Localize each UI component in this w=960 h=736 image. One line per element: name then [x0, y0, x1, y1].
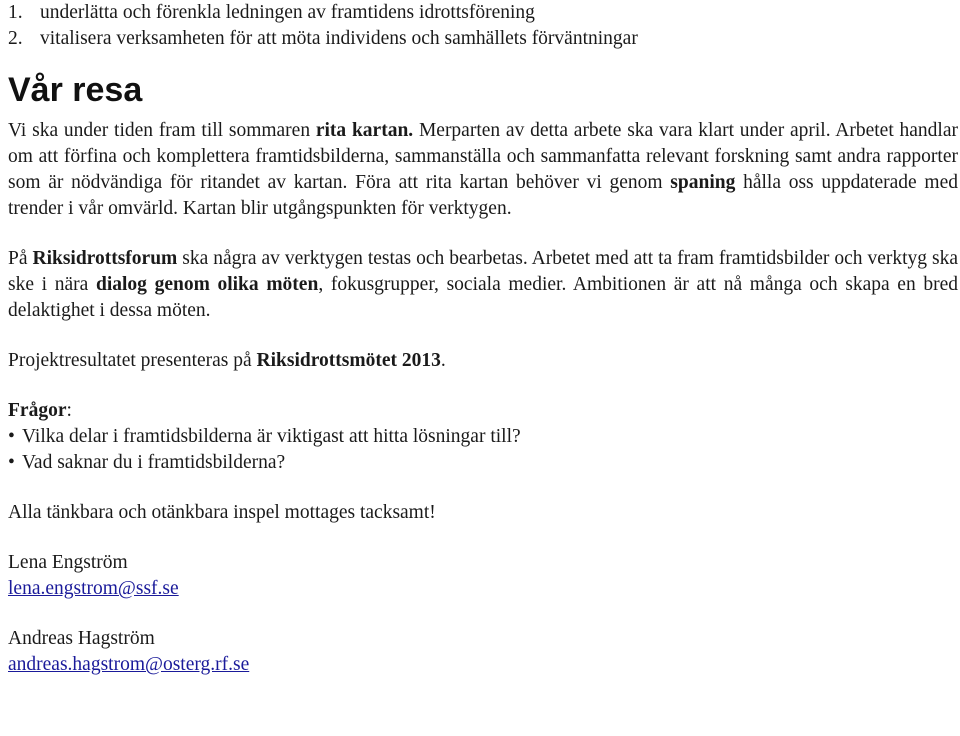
spacer — [8, 222, 958, 246]
list-item — [8, 0, 958, 26]
email-link[interactable]: andreas.hagstrom@osterg.rf.se — [8, 654, 250, 675]
emphasis-text: Riksidrottsforum — [32, 248, 178, 269]
email-link[interactable]: lena.engstrom@ssf.se — [8, 578, 179, 599]
paragraph-text: Merparten av detta arbete ska vara klart under april. Arbetet handlar om att förfina och komplettera framtidsbilderna, sammanställa och sammanfatta relevant forskning samt andra rapporter som är nödvändiga för ritandet av kartan. Föra att rita kartan behöver vi genom — [8, 120, 959, 193]
contact-email — [8, 576, 958, 602]
list-item-text: vitalisera verksamheten för att möta individens och samhällets förväntningar — [40, 28, 638, 49]
closing-text: Alla tänkbara och otänkbara inspel mottages tacksamt! — [8, 502, 436, 523]
goals-list — [8, 0, 958, 52]
spacer — [8, 324, 958, 348]
questions-label — [8, 398, 958, 424]
paragraph-text: ska några av verktygen testas och bearbetas. Arbetet med att ta fram framtidsbilder och verktyg ska ske i nära — [8, 248, 959, 295]
list-item — [8, 26, 958, 52]
emphasis-text: dialog genom olika möten — [95, 274, 319, 295]
paragraph-text: , fokusgrupper, sociala medier. Ambitionen är att nå många och skapa en bred delaktighet i dessa möten. — [8, 274, 959, 321]
paragraph-result — [8, 348, 958, 374]
colon: : — [66, 400, 72, 421]
paragraph-text: hålla oss uppdaterade med trender i vår omvärld. Kartan blir utgångspunkten för verktygen. — [8, 172, 958, 219]
contact-name: Andreas Hagström — [8, 628, 155, 649]
paragraph-plan — [8, 118, 958, 222]
list-item — [8, 424, 958, 450]
spacer — [8, 602, 958, 626]
questions-list — [8, 424, 958, 476]
emphasis-text: Riksidrottsmötet 2013 — [256, 350, 441, 371]
spacer — [8, 476, 958, 500]
question-text: Vad saknar du i framtidsbilderna? — [22, 452, 286, 473]
question-text: Vilka delar i framtidsbilderna är viktigast att hitta lösningar till? — [22, 426, 521, 447]
emphasis-text: rita kartan. — [315, 120, 414, 141]
paragraph-text: . — [440, 350, 446, 371]
emphasis-text: spaning — [670, 172, 736, 193]
bullet-icon: • — [8, 426, 15, 447]
contact-name: Lena Engström — [8, 552, 128, 573]
spacer — [8, 526, 958, 550]
paragraph-text: Vi ska under tiden fram till sommaren — [8, 120, 316, 141]
paragraph-text: Projektresultatet presenteras på — [8, 350, 257, 371]
section-heading: Vår resa — [8, 71, 143, 109]
paragraph-forum — [8, 246, 958, 324]
list-number: 2. — [8, 28, 23, 49]
list-item-text: underlätta och förenkla ledningen av framtidens idrottsförening — [40, 2, 535, 23]
bullet-icon: • — [8, 452, 15, 473]
questions-heading: Frågor — [8, 400, 67, 421]
spacer — [8, 374, 958, 398]
list-item — [8, 450, 958, 476]
paragraph-text: På — [8, 248, 33, 269]
contact-email — [8, 652, 958, 678]
list-number: 1. — [8, 2, 23, 23]
document-page — [8, 0, 958, 678]
